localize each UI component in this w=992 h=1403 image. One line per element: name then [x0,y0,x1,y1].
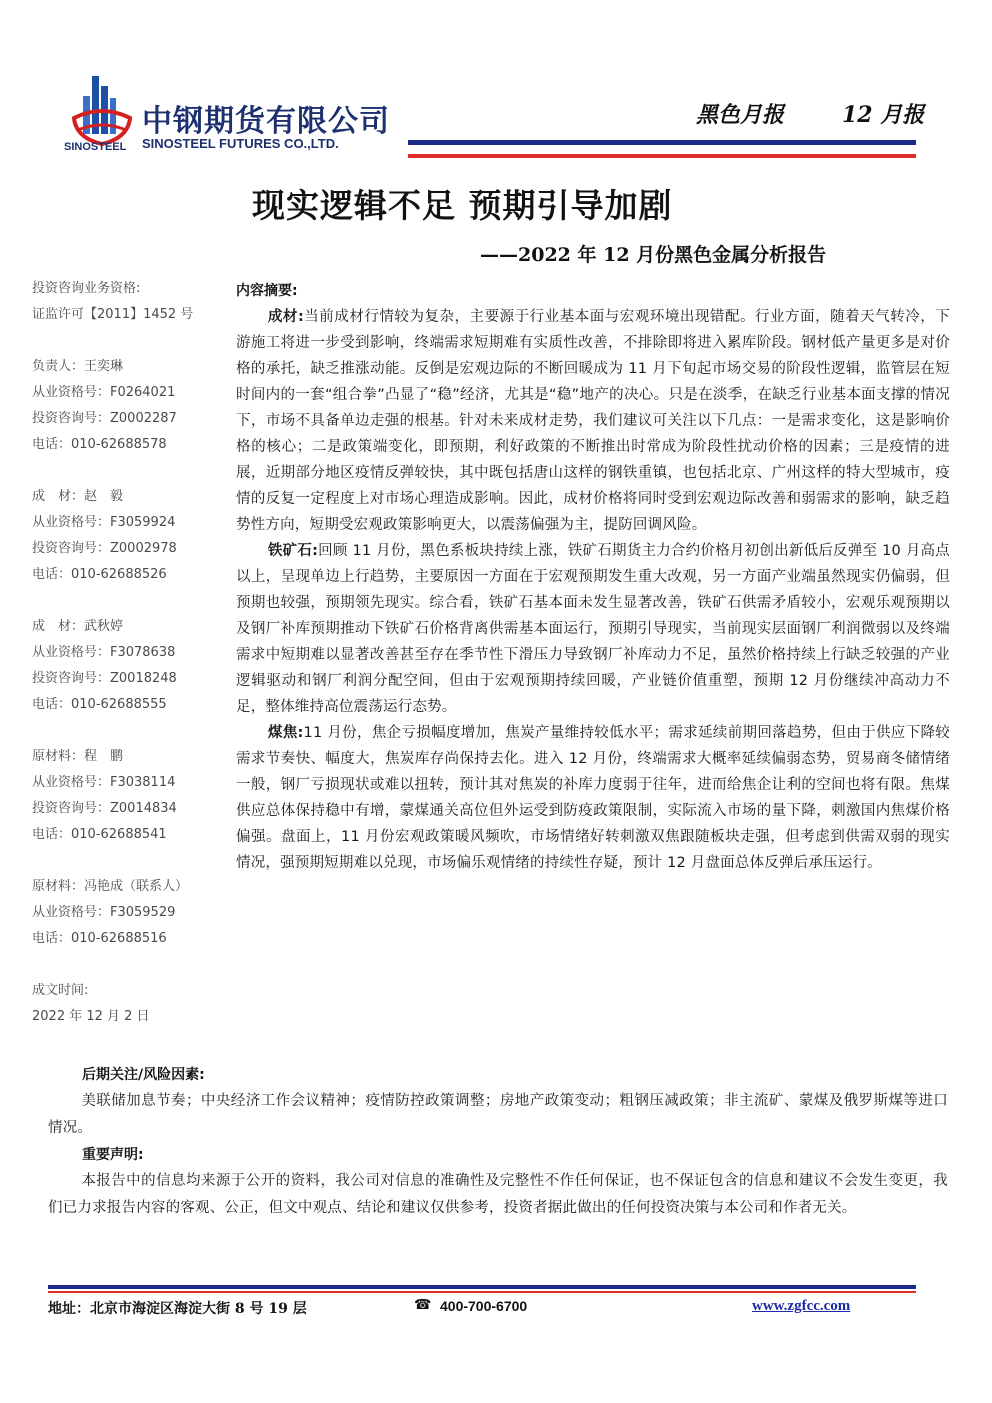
header-rule-blue [408,140,916,145]
summary-paragraph-coal-coke [236,720,950,876]
contact-role: 负责人：王奕琳 [32,359,124,374]
risk-heading: 后期关注/风险因素: [82,1067,205,1083]
contact-block [32,744,222,848]
contact-phone: 电话：010-62688578 [32,437,167,452]
paragraph-text: 当前成材行情较为复杂，主要源于行业基本面与宏观环境出现错配。行业方面，随着天气转冷，下游施工将进一步受到影响，终端需求短期难有实质性改善，不排除即将进入累库阶段。钢材低产量更多是对价格的承托，缺乏推涨动能。反倒是宏观边际的不断回暖成为 11 月下旬起市场交易的阶段性逻辑，监管层在短时间内的一套“组合拳”凸显了“稳”经济，尤其是“稳”地产的决心。只是在淡季，在缺乏行业基本面支撑的情况下，市场不具备单边走强的根基。针对未来成材走势，我们建议可关注以下几点：一是需求变化，这是影响价格的核心；二是政策端变化，即预期，利好政策的不断推出时常成为阶段性扰动价格的因素；三是疫情的进展，近期部分地区疫情反弹较快，其中既包括唐山这样的钢铁重镇，也包括北京、广州这样的特大型城市，疫情的反复一定程度上对市场心理造成影响。因此，成材价格将同时受到宏观边际改善和弱需求的影响，缺乏趋势性方向，短期受宏观政策影响更大，以震荡偏强为主，提防回调风险。 [236,309,950,533]
footer-address: 地址：北京市海淀区海淀大街 8 号 19 层 [48,1301,307,1317]
company-name-cn: 中钢期货有限公司 [142,104,390,139]
contact-block [32,614,222,718]
logo-caption: SINOSTEEL [64,141,127,153]
paragraph-text: 11 月份，焦企亏损幅度增加，焦炭产量维持较低水平；需求延续前期回落趋势，但由于供应下降较需求节奏快、幅度大，焦炭库存尚保持去化。进入 12 月份，终端需求大概率延续偏弱态势，贸易商冬储情绪一般，钢厂亏损现状或难以扭转，预计其对焦炭的补库力度弱于往年，进而给焦企让利的空间也将有限。焦煤供应总体保持稳中有增，蒙煤通关高位但外运受到防疫政策限制，实际流入市场的量下降，刺激国内焦煤价格偏强。盘面上，11 月份宏观政策暖风频吹，市场情绪好转刺激双焦跟随板块走强，但考虑到供需双弱的现实情况，强预期短期难以兑现，市场偏乐观情绪的持续性存疑，预计 12 月盘面总体反弹后承压运行。 [236,725,950,871]
risk-text: 美联储加息节奏；中央经济工作会议精神；疫情防控政策调整；房地产政策变动；粗钢压减政策；非主流矿、蒙煤及俄罗斯煤等进口情况。 [48,1093,948,1136]
date-value: 2022 年 12 月 2 日 [32,1009,150,1024]
risk-disclaimer-section [48,1062,948,1222]
paragraph-lead: 铁矿石: [267,543,319,559]
contact-qualification: 从业资格号：F0264021 [32,385,176,400]
contact-qualification: 从业资格号：F3059529 [32,905,176,920]
contact-role: 成 材：武秋婷 [32,619,124,634]
footer-rule-blue [48,1285,916,1289]
contact-consulting: 投资咨询号：Z0014834 [32,801,177,816]
contact-role: 原材料：冯艳成（联系人） [32,879,189,894]
license-label: 投资咨询业务资格: [32,281,141,296]
contact-qualification: 从业资格号：F3078638 [32,645,176,660]
disclaimer-heading: 重要声明: [82,1147,144,1163]
contact-consulting: 投资咨询号：Z0002978 [32,541,177,556]
paragraph-lead: 成材: [267,309,304,325]
paragraph-text: 回顾 11 月份，黑色系板块持续上涨，铁矿石期货主力合约价格月初创出新低后反弹至 10 月高点以上，呈现单边上行趋势，主要原因一方面在于宏观预期发生重大改观，另一方面产业端虽然现实仍偏弱，但预期也较强，预期领先现实。综合看，铁矿石基本面未发生显著改善，铁矿石供需矛盾较小，宏观乐观预期以及钢厂补库预期推动下铁矿石价格背离供需基本面运行，预期引导现实，当前现实层面钢厂利润微弱以及终端需求中短期难以显著改善甚至存在季节性下滑压力导致钢厂补库动力不足，虽然价格持续上行缺乏较强的产业逻辑驱动和钢厂利润分配空间，但由于宏观预期持续回暖，产业链价值重塑，预期 12 月份继续冲高动力不足，整体维持高位震荡运行态势。 [236,543,950,715]
paragraph-lead: 煤焦: [267,725,304,741]
analyst-sidebar [32,276,222,1030]
summary-heading: 内容摘要: [236,283,298,299]
contact-block [32,484,222,588]
company-name-en: SINOSTEEL FUTURES CO.,LTD. [142,136,339,151]
footer-phone: 400-700-6700 [440,1298,528,1314]
contact-block [32,354,222,458]
date-label: 成文时间: [32,983,89,998]
contact-qualification: 从业资格号：F3059924 [32,515,176,530]
report-subtitle: ——2022 年 12 月份黑色金属分析报告 [480,244,827,266]
contact-phone: 电话：010-62688541 [32,827,167,842]
contact-phone: 电话：010-62688516 [32,931,167,946]
report-type: 黑色月报 [696,102,785,128]
summary-paragraph-iron-ore [236,538,950,720]
contact-role: 原材料：程 鹏 [32,749,124,764]
contact-consulting: 投资咨询号：Z0018248 [32,671,177,686]
contact-phone: 电话：010-62688555 [32,697,167,712]
footer-rule-red [48,1291,916,1293]
contact-phone: 电话：010-62688526 [32,567,167,582]
contact-role: 成 材：赵 毅 [32,489,124,504]
summary-paragraph-steel [236,304,950,538]
footer-website-link[interactable]: www.zgfcc.com [752,1298,851,1314]
contact-block [32,874,222,952]
contact-consulting: 投资咨询号：Z0002287 [32,411,177,426]
license-value: 证监许可【2011】1452 号 [32,307,194,322]
summary-section [236,278,950,876]
disclaimer-text: 本报告中的信息均来源于公开的资料，我公司对信息的准确性及完整性不作任何保证，也不保证包含的信息和建议不会发生变更，我们已力求报告内容的客观、公正，但文中观点、结论和建议仅供参考，投资者据此做出的任何投资决策与本公司和作者无关。 [48,1173,948,1216]
report-month: 12 月报 [842,102,925,128]
report-title: 现实逻辑不足 预期引导加剧 [252,186,673,225]
header-rule-red [408,154,916,158]
telephone-icon: ☎ [414,1297,432,1313]
contact-qualification: 从业资格号：F3038114 [32,775,176,790]
